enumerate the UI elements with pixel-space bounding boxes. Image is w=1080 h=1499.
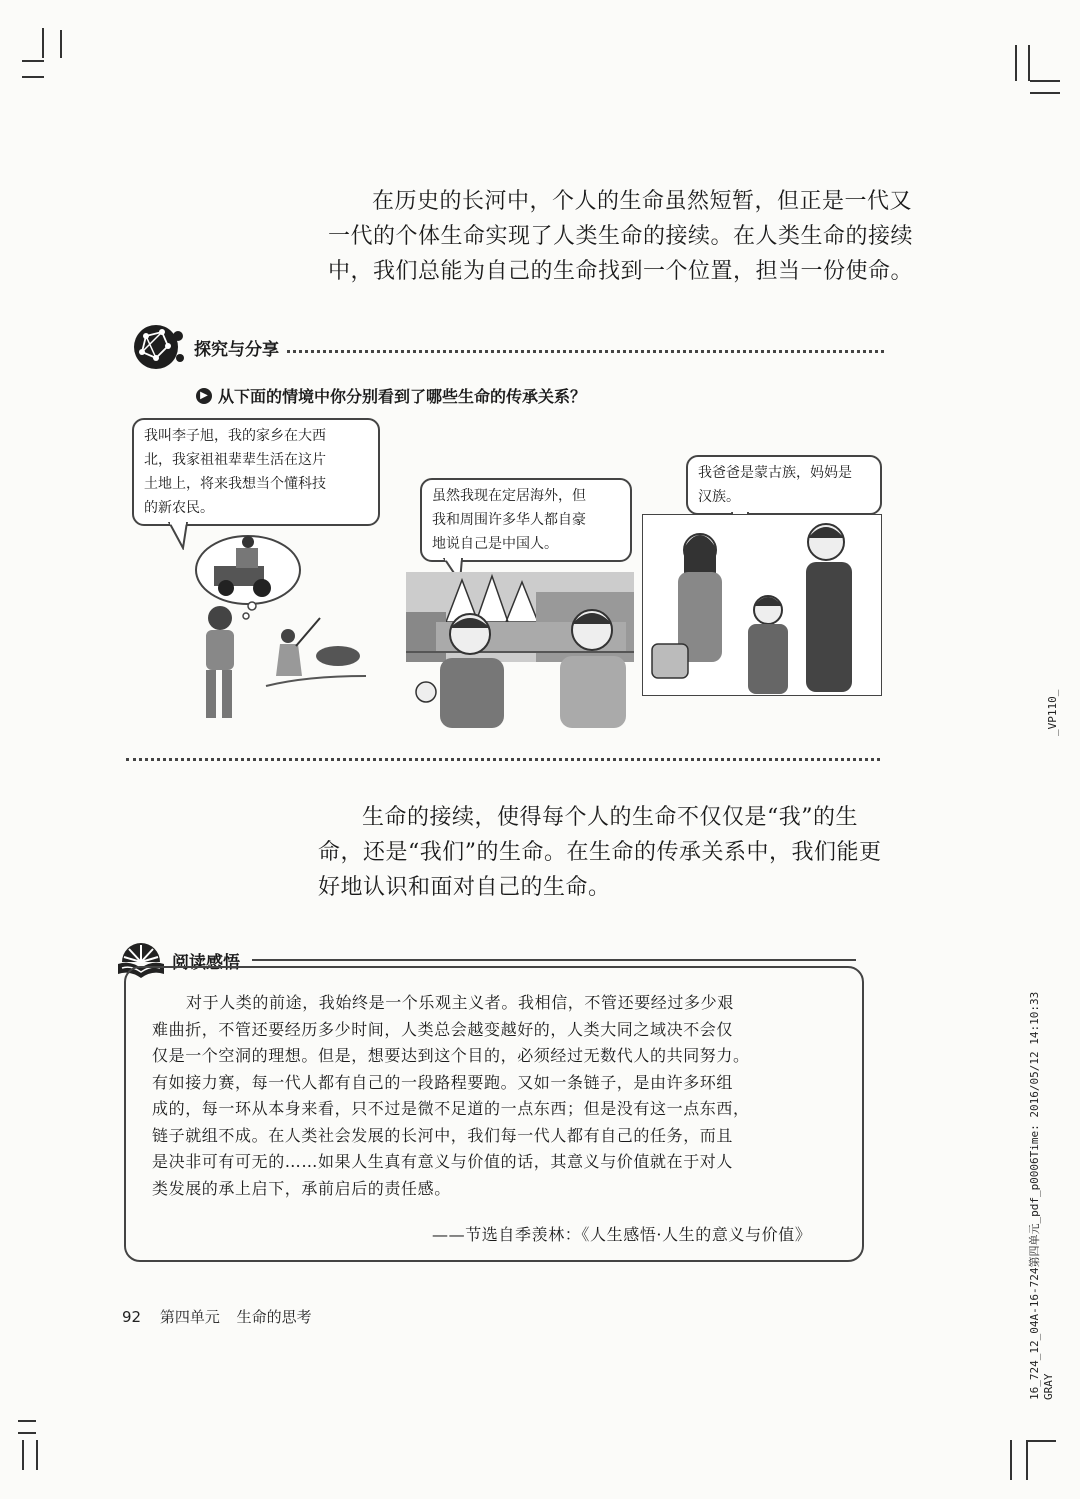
bubble-line: 地说自己是中国人。	[432, 536, 558, 552]
reading-title: 阅读感悟	[172, 952, 240, 973]
crop-mark	[22, 76, 44, 78]
reading-passage	[152, 990, 750, 1202]
vp-text: _VP110_	[1046, 689, 1059, 736]
illustration-family	[642, 514, 882, 696]
bubble-line: 我和周围许多华人都自豪	[432, 512, 586, 528]
reading-source	[432, 1222, 812, 1249]
body2-line: 命，还是“我们”的生命。在生命的传承关系中，我们能更	[318, 840, 882, 865]
unit-title: 生命的思考	[236, 1308, 312, 1326]
explore-header	[132, 322, 884, 372]
illustration-farmer	[176, 526, 376, 726]
reading-line: 仅是一个空洞的理想。但是，想要达到这个目的，必须经过无数代人的共同努力。	[152, 1046, 750, 1065]
reading-line: 链子就组不成。在人类社会发展的长河中，我们每一代人都有自己的任务，而且	[152, 1125, 734, 1145]
reading-line: 类发展的承上启下，承前启后的责任感。	[152, 1178, 451, 1198]
explore-title: 探究与分享	[194, 339, 279, 360]
crop-mark	[1028, 45, 1030, 81]
crop-mark	[1015, 45, 1017, 81]
crop-mark	[1026, 1440, 1028, 1480]
body2-paragraph	[318, 800, 882, 905]
bubble-line: 汉族。	[698, 489, 740, 505]
bubble-line: 我爸爸是蒙古族，妈妈是	[698, 465, 852, 481]
intro-line: 一代的个体生命实现了人类生命的接续。在人类生命的接续	[328, 224, 914, 249]
intro-line: 在历史的长河中，个人的生命虽然短暂，但正是一代又	[372, 189, 913, 214]
question-text: 从下面的情境中你分别看到了哪些生命的传承关系？	[218, 387, 587, 406]
margin-vp-code	[1046, 690, 1059, 736]
molecule-icon	[132, 322, 186, 372]
source-line: ——节选自季羡林：《人生感悟·人生的意义与价值》	[432, 1225, 812, 1244]
speech-bubble-overseas	[420, 478, 632, 562]
reading-rule	[252, 959, 856, 961]
crop-mark	[1010, 1440, 1012, 1480]
crop-mark	[36, 1440, 38, 1470]
reading-line: 对于人类的前途，我始终是一个乐观主义者。我相信，不管还要经过多少艰	[186, 993, 734, 1012]
play-icon: ▶	[196, 388, 212, 404]
reading-line: 有如接力赛，每一代人都有自己的一段路程要跑。又如一条链子，是由许多环组	[152, 1072, 734, 1092]
timestamp-text: 16_724_12_04A-16-724第四单元_pdf_p0006Time: 2016/05/12 14:10:33	[1028, 991, 1041, 1400]
crop-mark	[22, 1440, 24, 1470]
margin-gray	[1042, 1374, 1055, 1401]
crop-mark	[1030, 92, 1060, 94]
dotted-rule	[287, 350, 884, 353]
section-divider	[126, 758, 880, 761]
body2-line: 生命的接续，使得每个人的生命不仅仅是“我”的生	[362, 805, 858, 830]
crop-mark	[1030, 80, 1060, 82]
illustration-overseas	[406, 572, 634, 728]
crop-mark	[18, 1432, 36, 1434]
speech-bubble-family	[686, 455, 882, 515]
crop-mark	[1026, 1440, 1056, 1442]
bubble-line: 的新农民。	[144, 500, 214, 516]
page-footer	[122, 1306, 312, 1327]
intro-paragraph	[328, 184, 913, 289]
crop-mark	[42, 28, 44, 58]
reading-line: 是决非可有可无的……如果人生真有意义与价值的话，其意义与价值就在于对人	[152, 1152, 734, 1171]
unit-label: 第四单元	[159, 1308, 220, 1326]
crop-mark	[18, 1420, 36, 1422]
intro-line: 中，我们总能为自己的生命找到一个位置，担当一份使命。	[328, 259, 914, 284]
bubble-line: 我叫李子旭，我的家乡在大西	[144, 428, 326, 444]
body2-line: 好地认识和面对自己的生命。	[318, 875, 611, 900]
reading-line: 难曲折，不管还要经历多少时间，人类总会越变越好的，人类大同之域决不会仅	[152, 1019, 734, 1039]
margin-timestamp	[1026, 992, 1042, 1400]
reading-line: 成的，每一环从本身来看，只不过是微不足道的一点东西；但是没有这一点东西，	[152, 1099, 750, 1118]
gray-text: GRAY	[1042, 1373, 1055, 1400]
explore-question	[196, 384, 586, 407]
speech-bubble-farmer	[132, 418, 380, 526]
crop-mark	[22, 60, 44, 62]
page-number: 92	[122, 1308, 142, 1326]
bubble-line: 土地上，将来我想当个懂科技	[144, 476, 326, 492]
bubble-line: 北，我家祖祖辈辈生活在这片	[144, 452, 326, 468]
crop-mark	[60, 30, 62, 58]
bubble-line: 虽然我现在定居海外，但	[432, 488, 586, 504]
